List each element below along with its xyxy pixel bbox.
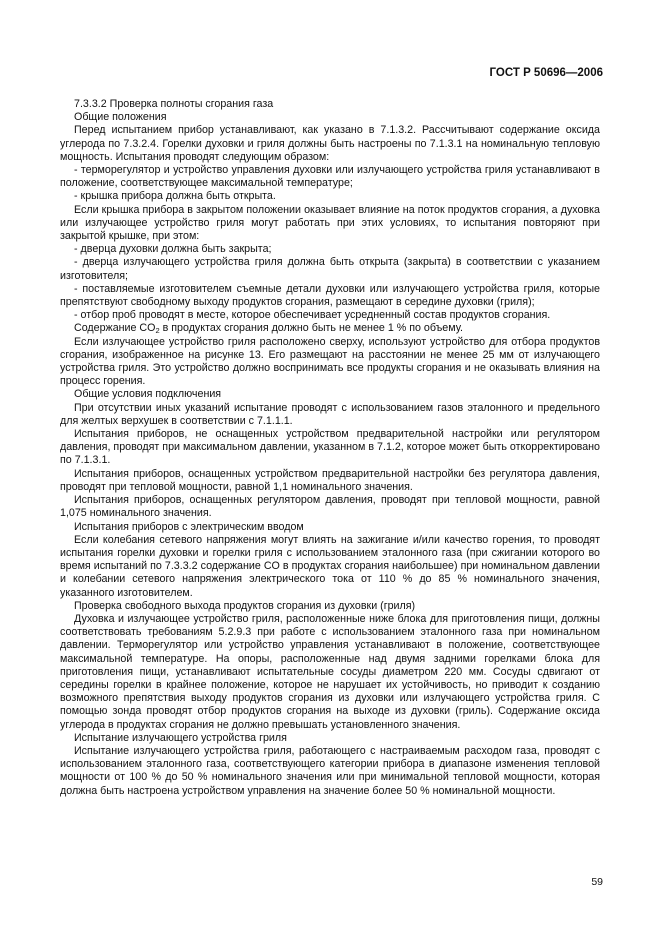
- section-heading: 7.3.3.2 Проверка полноты сгорания газа: [74, 98, 274, 110]
- subheading: Испытания приборов с электрическим вводом: [74, 520, 304, 533]
- paragraph: Перед испытанием прибор устанавливают, как указано в 7.1.3.2. Рассчитывают содержание оксида углерода по 7.3.2.4. Горелки духовки и гриля должны быть настроены по 7.1.3.1 на номинальную тепловую мощность. Испытания проводят следующим образом:: [60, 124, 600, 163]
- list-item: - дверца духовки должна быть закрыта;: [74, 243, 272, 256]
- paragraph: При отсутствии иных указаний испытание проводят с использованием газов эталонного и предельного для желтых верхушек в соответствии с 7.1.1.1.: [60, 401, 600, 427]
- subheading: Общие положения: [74, 111, 167, 124]
- paragraph: Если излучающее устройство гриля расположено сверху, используют устройство для отбора продуктов сгорания, изображенное на рисунке 13. Его размещают на расстоянии не менее 25 мм от излучающего устройства гриля. Это устройство должно воспринимать все продукты сгорания и не оказывать влияния на процесс горения.: [60, 335, 600, 388]
- paragraph: Если колебания сетевого напряжения могут влиять на зажигание и/или качество горения, то проводят испытания горелки духовки и горелки гриля с использованием эталонного газа (при сжигании которого во время испытаний по 7.3.3.2 содержание CO в продуктах сгорания наибольшее) при номинальном давлении и колебании сетевого напряжения электрического тока от 110 % до 85 % номинального значения, указанного изготовителем.: [60, 533, 600, 599]
- page-number: 59: [591, 876, 603, 888]
- subheading: Испытание излучающего устройства гриля: [74, 731, 287, 744]
- document-header: ГОСТ Р 50696—2006: [489, 67, 603, 79]
- list-item: - поставляемые изготовителем съемные детали духовки или излучающего устройства гриля, которые препятствуют свободному выходу продуктов сгорания, размещают в середине духовки (гриля);: [60, 282, 600, 309]
- document-body: [60, 98, 600, 798]
- co2-requirement: Содержание $CO_2$ в продуктах сгорания должно быть не менее 1 % по объему.: [74, 322, 463, 336]
- paragraph: Испытания приборов, оснащенных регулятором давления, проводят при тепловой мощности, равной 1,075 номинального значения.: [60, 494, 600, 520]
- list-item: - отбор проб проводят в месте, которое обеспечивает усредненный состав продуктов сгорания.: [74, 309, 551, 322]
- list-item: - крышка прибора должна быть открыта.: [74, 190, 276, 203]
- paragraph: Испытание излучающего устройства гриля, работающего с настраиваемым расходом газа, проводят с использованием эталонного газа, соответствующего категории прибора в диапазоне изменения тепловой мощности от 100 % до 50 % номинального значения или при минимальной тепловой мощности, которая должна быть настроена устройством управления на значение более 50 % номинальной мощности.: [60, 744, 600, 797]
- paragraph: Испытания приборов, не оснащенных устройством предварительной настройки или регулятором давления, проводят при максимальном давлении, указанном в 7.1.2, которое может быть откорректировано по 7.1.3.1.: [60, 428, 600, 467]
- list-item: - дверца излучающего устройства гриля должна быть открыта (закрыта) в соответствии с указанием изготовителя;: [60, 256, 600, 282]
- paragraph: Если крышка прибора в закрытом положении оказывает влияние на поток продуктов сгорания, а духовка или излучающее устройство гриля могут работать при этих условиях, то испытания повторяют при закрытой крышке, при этом:: [60, 203, 600, 243]
- paragraph: Духовка и излучающее устройство гриля, расположенные ниже блока для приготовления пищи, должны соответствовать требованиям 5.2.9.3 при работе с использованием эталонного газа при номинальном давлении. Терморегулятор или устройство управления устанавливают в положение, соответствующее максимальной температуре. На опоры, расположенные над двумя задними горелками блока для приготовления пищи, устанавливают испытательные сосуды диаметром 220 мм. Сосуды сдвигают от середины горелки в крайнее положение, которое не нарушает их устойчивость, но приводит к созданию возможного препятствия выходу продуктов сгорания из духовки или излучающего устройства гриля. С помощью зонда проводят отбор продуктов сгорания на выходе из духовки (гриль). Содержание оксида углерода в продуктах сгорания не должно превышать установленного значения.: [60, 612, 600, 731]
- subheading: Общие условия подключения: [74, 388, 222, 401]
- paragraph: Испытания приборов, оснащенных устройством предварительной настройки без регулятора давления, проводят при тепловой мощности, равной 1,1 номинального значения.: [60, 467, 600, 493]
- list-item: - терморегулятор и устройство управления духовки или излучающего устройства гриля устанавливают в положение, соответствующее максимальной температуре;: [60, 164, 600, 190]
- subheading: Проверка свободного выхода продуктов сгорания из духовки (гриля): [74, 599, 416, 612]
